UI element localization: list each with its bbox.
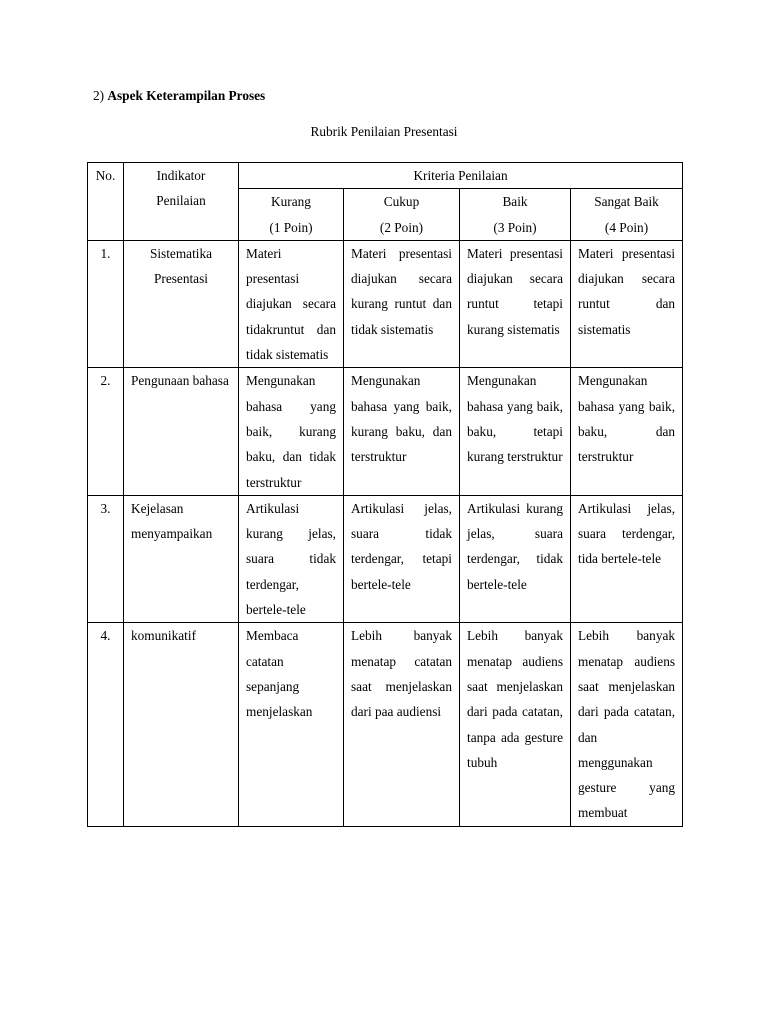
row-no: 3.	[88, 495, 124, 622]
section-heading	[93, 88, 265, 104]
row-indikator: Sistematika Presentasi	[124, 240, 239, 367]
table-row	[88, 623, 683, 826]
header-level-name: Sangat Baik	[594, 194, 659, 210]
cell-cukup: Lebih banyak menatap catatan saat menjelaskan dari paa audiensi	[344, 623, 460, 826]
row-no: 2.	[88, 368, 124, 495]
cell-sangat-baik: Artikulasi jelas, suara terdengar, tida bertele-tele	[571, 495, 683, 622]
cell-kurang: Materi presentasi diajukan secara tidakruntut dan tidak sistematis	[239, 240, 344, 367]
header-level-baik	[460, 189, 571, 241]
cell-kurang: Artikulasi kurang jelas, suara tidak terdengar, bertele-tele	[239, 495, 344, 622]
header-level-kurang	[239, 189, 344, 241]
section-title: Aspek Keterampilan Proses	[107, 88, 266, 103]
header-indikator-line1: Indikator	[156, 168, 206, 183]
cell-sangat-baik: Materi presentasi diajukan secara runtut dan sistematis	[571, 240, 683, 367]
rubric-table	[87, 162, 683, 827]
cell-kurang: Mengunakan bahasa yang baik, kurang baku, dan tidak terstruktur	[239, 368, 344, 495]
row-indikator: komunikatif	[124, 623, 239, 826]
table-row	[88, 368, 683, 495]
header-indikator	[124, 163, 239, 241]
cell-cukup: Artikulasi jelas, suara tidak terdengar, tetapi bertele-tele	[344, 495, 460, 622]
header-level-name: Cukup	[383, 194, 420, 210]
cell-kurang: Membaca catatan sepanjang menjelaskan	[239, 623, 344, 826]
cell-baik: Lebih banyak menatap audiens saat menjelaskan dari pada catatan, tanpa ada gesture tubuh	[460, 623, 571, 826]
header-row-1	[88, 163, 683, 189]
row-no: 4.	[88, 623, 124, 826]
header-no: No.	[88, 163, 124, 241]
header-level-sangat-baik	[571, 189, 683, 241]
cell-sangat-baik: Lebih banyak menatap audiens saat menjelaskan dari pada catatan, dan menggunakan gesture yang membuat	[571, 623, 683, 826]
table-row	[88, 495, 683, 622]
cell-baik: Materi presentasi diajukan secara runtut tetapi kurang sistematis	[460, 240, 571, 367]
cell-cukup: Mengunakan bahasa yang baik, kurang baku, dan terstruktur	[344, 368, 460, 495]
header-level-points: (2 Poin)	[379, 219, 424, 235]
cell-baik: Mengunakan bahasa yang baik, baku, tetapi kurang terstruktur	[460, 368, 571, 495]
header-level-name: Baik	[502, 194, 528, 210]
row-indikator: Pengunaan bahasa	[124, 368, 239, 495]
header-indikator-line2: Penilaian	[156, 193, 206, 209]
row-indikator: Kejelasan menyampaikan	[124, 495, 239, 622]
header-level-points: (4 Poin)	[604, 219, 649, 235]
section-number: 2)	[93, 88, 105, 103]
cell-cukup: Materi presentasi diajukan secara kurang runtut dan tidak sistematis	[344, 240, 460, 367]
table-caption: Rubrik Penilaian Presentasi	[310, 124, 458, 139]
header-level-cukup	[344, 189, 460, 241]
cell-baik: Artikulasi kurang jelas, suara terdengar, tidak bertele-tele	[460, 495, 571, 622]
header-kriteria: Kriteria Penilaian	[239, 163, 683, 189]
header-level-points: (1 Poin)	[269, 219, 313, 235]
cell-sangat-baik: Mengunakan bahasa yang baik, baku, dan terstruktur	[571, 368, 683, 495]
header-level-points: (3 Poin)	[493, 219, 537, 235]
header-level-name: Kurang	[271, 194, 311, 210]
row-no: 1.	[88, 240, 124, 367]
table-row	[88, 240, 683, 367]
